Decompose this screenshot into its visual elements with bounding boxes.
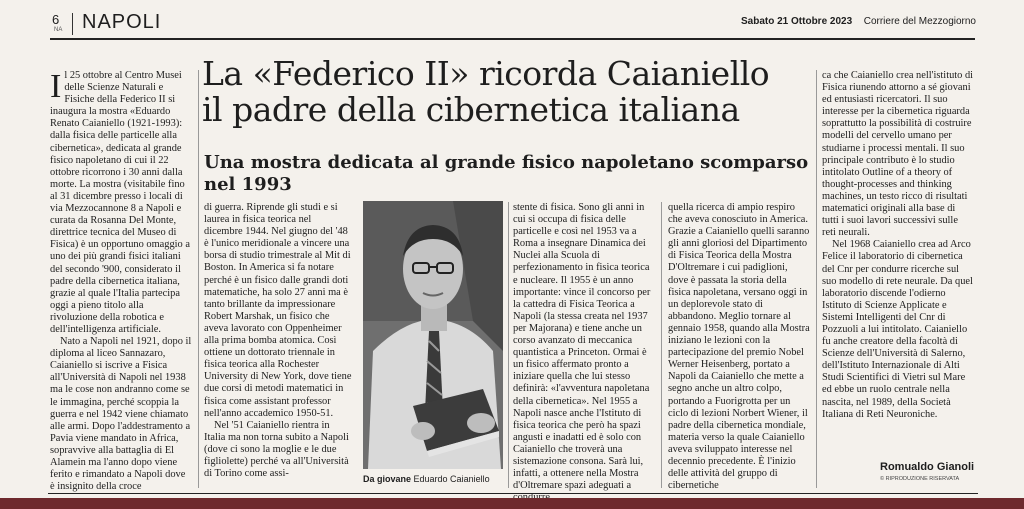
rights-notice: © RIPRODUZIONE RISERVATA (880, 476, 960, 482)
drop-cap: I (50, 68, 62, 105)
paragraph-text: l 25 ottobre al Centro Musei delle Scienze Naturali e Fisiche della Federico II si inaugura la mostra «Eduardo Renato Caianiello (1921-1993): dalla fisica delle particelle alla cibernetica», dedicata al grande fisico napoletano di cui il 22 ottobre ricorrono i 30 anni dalla morte. La mostra (visitabile fino al 31 dicembre presso i locali di via Mezzocannone 8 a Napoli e curata da Rosanna Del Monte, direttrice tecnica del Museo di Fisica) è un opportuno omaggio a uno dei più grandi fisici italiani del secondo '900, considerato il padre della cibernetica italiana, grazie al quale l'Italia partecipa oggi a pieno titolo alla rivoluzione della robotica e dell'intelligenza artificiale. (50, 70, 190, 335)
portrait-illustration (363, 201, 503, 469)
paragraph: Nel 1968 Caianiello crea ad Arco Felice il laboratorio di cibernetica del Cnr per condurre ricerche sul suo modello di rete neurale. Da quel laboratorio discende l'odierno Istituto di Scienze Applicate e Sistemi Intelligenti del Cnr di Pozzuoli a lui intitolato. Caianiello fu anche creatore della facoltà di Scienze dell'Università di Salerno, dell'Istituto Internazionale di Alti Studi Scientifici di Vietri sul Mare ed ebbe un ruolo centrale nella nascita, nel 1989, della Società Italiana di Reti Neuroniche. (822, 239, 973, 420)
column-rule (198, 70, 199, 488)
masthead-rule (50, 38, 975, 40)
article-column-4 (668, 202, 810, 492)
article-column-3 (513, 202, 655, 504)
issue-date: Sabato 21 Ottobre 2023 (741, 16, 853, 27)
photo-caption (363, 474, 490, 484)
dateline (741, 16, 976, 27)
subheadline: Una mostra dedicata al grande fisico napoletano scomparso nel 1993 (204, 152, 809, 195)
footer-bar (0, 498, 1024, 509)
paragraph: stente di fisica. Sono gli anni in cui si occupa di fisica delle particelle e così nel 1953 va a Roma a insegnare Dinamica dei Nuclei alla Scuola di perfezionamento in fisica teorica e nucleare. Il 1955 è un anno importante: vince il concorso per la cattedra di Fisica Teorica a Napoli (la stessa creata nel 1937 per Majorana) e tiene anche un corso avanzato di meccanica quantistica a Princeton. Ormai è un fisico affermato pronto a iniziare quella che lui stesso definirà: «l'avventura napoletana della cibernetica». Nel 1955 a Napoli nasce anche l'Istituto di fisica teorica che però ha spazi angusti e inadatti ed è solo con Caianiello che troverà una sistemazione consona. Sarà lui, infatti, a ottenere nella Mostra d'Oltremare spazi adeguati a (513, 202, 651, 492)
section-title: NAPOLI (82, 11, 162, 33)
headline-line-1: La «Federico II» ricorda Caianiello (202, 54, 770, 93)
author-byline: Romualdo Gianoli (880, 461, 975, 473)
masthead-divider (72, 13, 73, 35)
paragraph (50, 70, 192, 336)
paragraph: Nato a Napoli nel 1921, dopo il diploma al liceo Sannazaro, Caianiello si iscrive a Fisica all'Università di Napoli nel 1938 ma le cose non andranno come se le immagina, perché scoppia la guerra e nel 1942 viene chiamato alle armi. Dopo l'addestramento a Pavia viene mandato in Africa, sopravvive alla battaglia di El Alamein ma l'anno dopo viene ferito e rimandato a Napoli dove è insignito della croce (50, 336, 192, 493)
paragraph: ca che Caianiello crea nell'istituto di Fisica riunendo attorno a sé giovani ed entusiasti ricercatori. Il suo interesse per la cibernetica riguarda soprattutto la possibilità di costruire modelli del cervello umano per studiarne i processi mentali. Il suo principale contributo è lo studio intitolato Outline of a theory of thought-processes and thinking machines, un testo ricco di risultati matematici originali alla base di tutti i suoi lavori successivi sulle reti neurali. (822, 70, 974, 239)
caption-label: Da giovane (363, 474, 412, 484)
article-column-5 (822, 70, 974, 421)
paragraph: Nel '51 Caianiello rientra in Italia ma non torna subito a Napoli (dove ci sono la moglie e le due figliolette) perché va all'Università di Torino come assi- (204, 419, 349, 480)
page-number: 6 (52, 12, 60, 27)
paragraph: di guerra. Riprende gli studi e si laurea in fisica teorica nel dicembre 1944. Nel giugno del '48 è l'unico meridionale a vincere una borsa di studio trimestrale al Mit di Boston. In America si fa notare perché è un fisico dalle grandi doti matematiche, ha solo 27 anni ma è tanto brillante da impressionare Robert Marshak, un fisico che aveva lavorato con Oppenheimer alla prima bomba atomica. Così ottiene un dottorato triennale in fisica teorica alla Rochester University di New York, dove tiene due corsi di metodi matematici in fisica come assistant professor nell'anno accademico 1950-51. (204, 202, 352, 419)
headline (202, 56, 812, 128)
page-code: NA (54, 27, 63, 33)
column-rule (661, 202, 662, 488)
paragraph: quella ricerca di ampio respiro che aveva conosciuto in America. Grazie a Caianiello quelli saranno gli anni gloriosi del Dipartimento di Fisica Teorica della Mostra D'Oltremare i cui padiglioni, dove è passata la storia della fisica napoletana, versano oggi in un deplorevole stato di abbandono. Meglio tornare al gennaio 1958, quando alla Mostra iniziano le lezioni con la partecipazione del premio Nobel Werner Heisenberg, portato a Napoli da Caianiello che mette a segno anche un altro colpo, portando a Fuorigrotta per un ciclo di lezioni Norbert Wiener, il padre della cibernetica mondiale, materia verso la quale Caianiello aveva sviluppato interesse nel decennio precedente. È l'inizio delle attività del gruppo di cibernetiche (668, 202, 810, 492)
article-column-1 (50, 70, 192, 493)
column-rule (816, 70, 817, 488)
article-column-2 (204, 202, 352, 480)
column-rule (508, 202, 509, 488)
newspaper-name: Corriere del Mezzogiorno (863, 16, 976, 27)
headline-line-2: il padre della cibernetica italiana (202, 90, 740, 129)
caption-text: Eduardo Caianiello (413, 474, 490, 484)
portrait-photo (363, 201, 503, 469)
footer-rule (48, 493, 978, 494)
